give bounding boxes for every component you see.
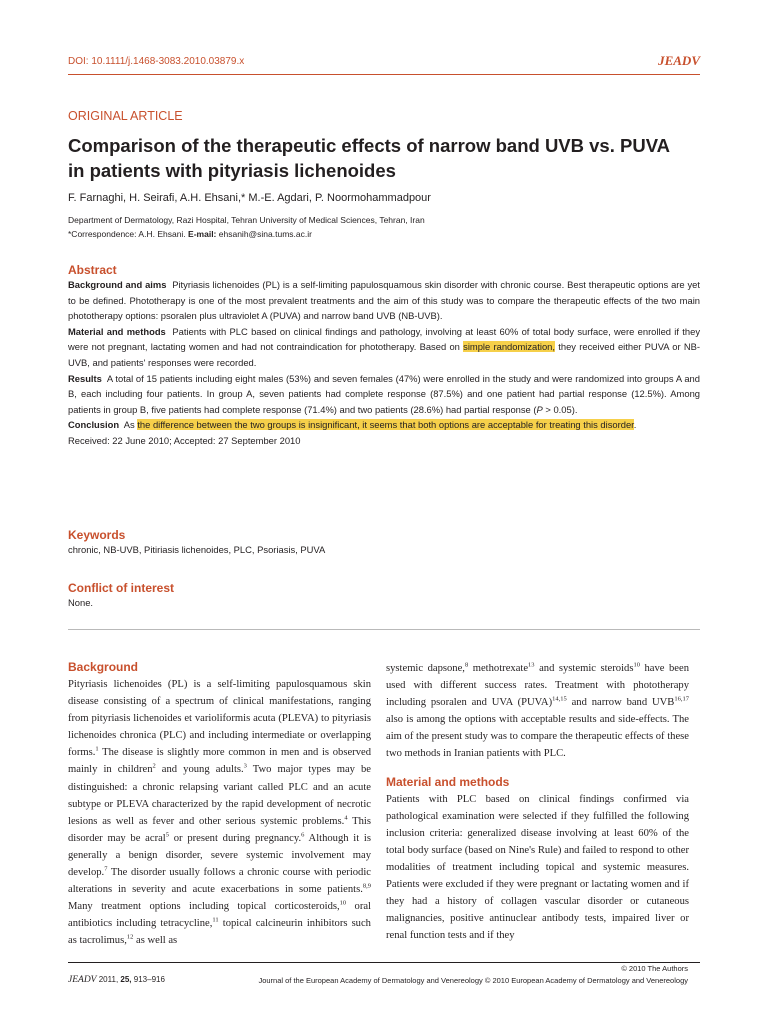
footer-pages: 913–916 xyxy=(133,975,165,984)
background-heading: Background xyxy=(68,660,139,674)
keywords-heading: Keywords xyxy=(68,528,126,542)
citation-ref[interactable]: 4 xyxy=(344,814,348,822)
abstract-results-label: Results xyxy=(68,372,102,384)
doi-link[interactable]: DOI: 10.1111/j.1468-3083.2010.03879.x xyxy=(68,56,245,67)
footer-journal-full: Journal of the European Academy of Dermatology and Venereology © 2010 European Academy of Dermatology and Venereology xyxy=(258,976,688,985)
abstract-results xyxy=(68,371,700,418)
highlight-randomization: simple randomization, xyxy=(463,341,555,353)
abstract-conclusion-text: As xyxy=(123,419,135,431)
left-column xyxy=(68,660,371,950)
correspondence-email[interactable]: ehsanih@sina.tums.ac.ir xyxy=(218,229,312,239)
abstract-conclusion-end: . xyxy=(633,419,637,431)
citation-ref[interactable]: 8 xyxy=(464,661,469,669)
correspondence-label: *Correspondence: xyxy=(68,229,137,239)
citation-ref[interactable]: 12 xyxy=(126,933,134,941)
abstract-section xyxy=(68,263,700,449)
correspondence-name: A.H. Ehsani. xyxy=(138,229,186,239)
citation-ref[interactable]: 5 xyxy=(165,831,170,839)
footer-volume: 25, xyxy=(120,975,132,984)
abstract-background-text: Pityriasis lichenoides (PL) is a self-limiting papulosquamous skin disorder with chronic course. Best therapeutic options are yet to be defined. Phototherapy is one of the most prevalent treatments and the aim of this study was to compare the therapeutic effects of the two main phototherapy options: psoralen plus ultraviolet A (PUVA) and narrow band UVB (NB-UVB). xyxy=(68,279,700,322)
methods-paragraph: Patients with PLC based on clinical findings confirmed via pathological examination were selected if they fulfilled the following inclusion criteria: generalized disease involving at least 60% of the total body surface (based on Nine's Rule) and failed to respond to other modalities of treatment including topical and systemic measures. Patients were excluded if they were pregnant or lactating women and if they had a history of collagen vascular disorder or cutaneous malignancies, positive antinuclear antibody tests, impaired liver or renal function tests and if they xyxy=(386,793,689,942)
right-column xyxy=(386,660,689,944)
background-paragraph: Pityriasis lichenoides (PL) is a self-limiting papulosquamous skin disease consisting of a spectrum of clinical manifestations, ranging from pityriasis lichenoides et varioliformis acuta (PLEVA) to pityriasis lichenoides chronica (PLC) and including intermediate or overlapping forms.$^1$ The disease is slightly more common in men and is observed mainly in children$^2$ and young adults.$^3$ Two major types may be distinguished: a chronic relapsing variant called PLC and an acute subtype or PLEVA characterized by the rapid development of necrotic lesions as well as fever and other serious systemic problems.$^4$ This disorder may be acral$^5$ or present during pregnancy.$^6$ Although it is generally a benign disorder, severe systemic involvement may develop.$^7$ The disorder usually follows a chronic course with periodic alterations in severity and acute exacerbations in some patients.$^{8,9}$ Many treatment options including topical corticosteroids,$^{10}$ oral antibiotics including tetracycline,$^{11}$ topical calcineurin inhibitors such as tacrolimus,$^{12}$ as well as xyxy=(68,679,372,947)
conflict-heading: Conflict of interest xyxy=(68,581,175,595)
article-type: ORIGINAL ARTICLE xyxy=(68,109,183,123)
citation-ref[interactable]: 10 xyxy=(339,899,347,907)
conflict-text: None. xyxy=(68,597,94,608)
citation-ref[interactable]: 13 xyxy=(528,661,535,669)
citation-ref[interactable]: 11 xyxy=(212,916,219,924)
abstract-background xyxy=(68,277,700,324)
citation-ref[interactable]: 3 xyxy=(243,762,247,770)
journal-name: JEADV xyxy=(658,53,700,68)
highlight-conclusion: the difference between the two groups is insignificant, it seems that both options are acceptable for treating this disorder xyxy=(137,419,634,431)
citation-ref[interactable]: 6 xyxy=(301,831,305,839)
abstract-background-label: Background and aims xyxy=(68,279,167,290)
footer-rule xyxy=(68,962,700,963)
abstract-methods-label: Material and methods xyxy=(68,325,166,337)
article-title: Comparison of the therapeutic effects of narrow band UVB vs. PUVA in patients with pityriasis lichenoides xyxy=(68,135,670,181)
citation-ref[interactable]: 16,17 xyxy=(674,695,689,703)
citation-ref[interactable]: 1 xyxy=(95,745,99,753)
affiliation: Department of Dermatology, Razi Hospital, Tehran University of Medical Sciences, Tehran, Iran xyxy=(68,215,425,225)
footer-copyright: © 2010 The Authors xyxy=(621,964,688,973)
author-list: F. Farnaghi, H. Seirafi, A.H. Ehsani,* M.-E. Agdari, P. Noormohammadpour xyxy=(68,192,431,204)
keywords-list: chronic, NB-UVB, Pitiriasis lichenoides, PLC, Psoriasis, PUVA xyxy=(68,544,326,555)
received-dates: Received: 22 June 2010; Accepted: 27 September 2010 xyxy=(68,434,301,446)
methods-heading: Material and methods xyxy=(386,774,510,789)
footer-citation xyxy=(68,975,165,985)
background-continuation: systemic dapsone,$^8$ methotrexate$^{13}$ and systemic steroids$^{10}$ have been used with different success rates. Treatment with phototherapy including psoralen and UVA (PUVA)$^{14,15}$ and narrow band UVB$^{16,17}$ also is among the options with acceptable results and side-effects. The aim of the present study was to compare the therapeutic effects of these two methods in Iranian patients with PLC. xyxy=(386,661,689,760)
abstract-methods xyxy=(68,324,700,371)
conflict-section xyxy=(68,581,700,610)
abstract-conclusion-label: Conclusion xyxy=(68,419,120,431)
abstract-body xyxy=(68,277,700,449)
p-value-symbol: P xyxy=(536,403,543,415)
citation-ref[interactable]: 10 xyxy=(633,661,640,669)
abstract-methods-text-cont: they received either PUVA or NB-UVB, and patients' responses were recorded. xyxy=(68,341,700,368)
footer-journal-abbr: JEADV xyxy=(68,975,97,985)
abstract-rule xyxy=(68,629,700,630)
citation-ref[interactable]: 8,9 xyxy=(362,882,371,890)
abstract-results-text-cont: > 0.05). xyxy=(542,403,578,415)
header-rule xyxy=(68,74,700,75)
keywords-section xyxy=(68,528,700,557)
citation-ref[interactable]: 2 xyxy=(152,762,156,770)
email-label: E-mail: xyxy=(188,229,217,239)
citation-ref[interactable]: 14,15 xyxy=(552,695,567,703)
abstract-methods-text: Patients with PLC based on clinical findings and pathology, involving at least 60% of total body surface, were enrolled if they were not pregnant, lactating women and had not contraindication for phototherapy. Based on xyxy=(68,325,701,353)
abstract-conclusion xyxy=(68,417,700,433)
affiliation-block xyxy=(68,213,425,241)
abstract-heading: Abstract xyxy=(68,263,117,277)
abstract-results-text: A total of 15 patients including eight males (53%) and seven females (47%) were enrolled in the study and were randomized into groups A and B, each including four patients. In group A, seven patients had complete response (87.5%) and one patient had partial response (12.5%). Among patients in group B, five patients had complete response (71.4%) and two patients (28.6%) had partial response ( xyxy=(68,372,700,415)
footer-year: 2011, xyxy=(98,975,119,984)
citation-ref[interactable]: 7 xyxy=(104,865,108,873)
correspondence xyxy=(68,227,425,241)
